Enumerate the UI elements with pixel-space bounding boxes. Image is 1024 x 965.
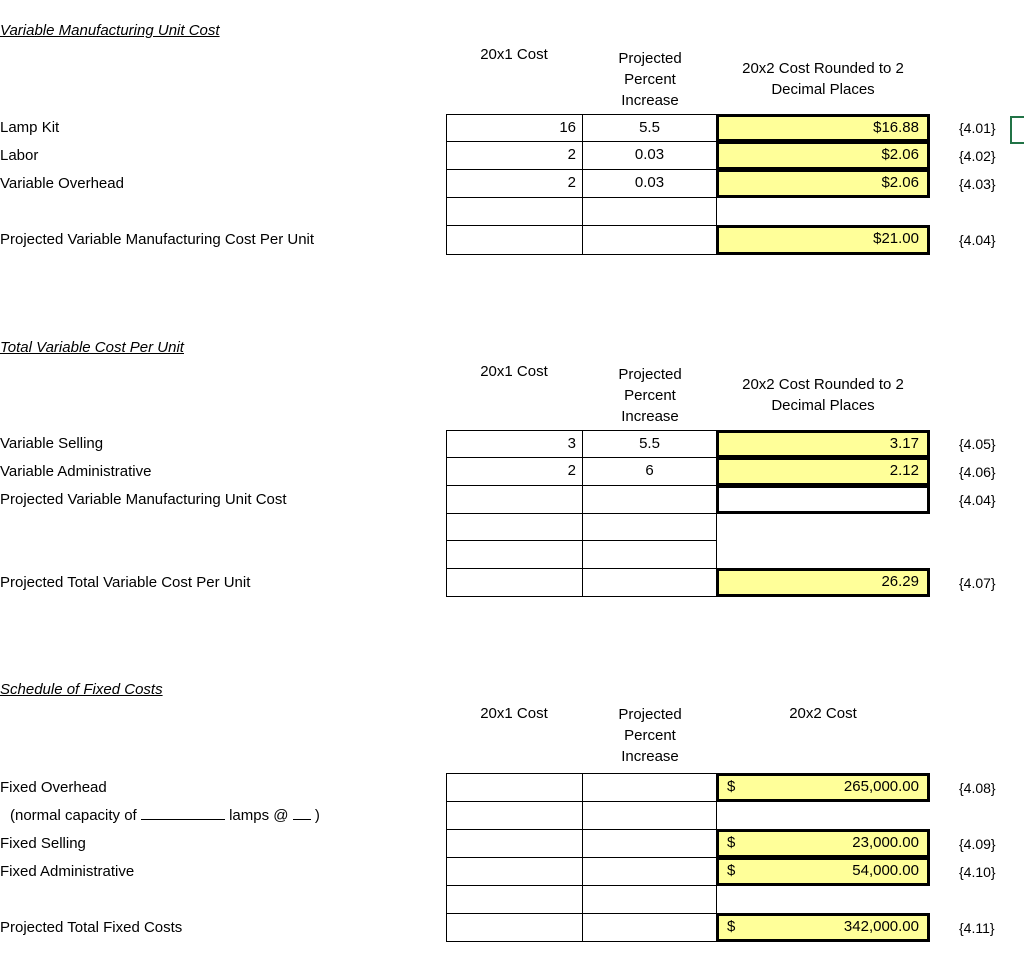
row-label-lamp-kit: Lamp Kit [0, 119, 60, 136]
cell-fixed-selling-20x1[interactable] [446, 829, 583, 858]
row-label-labor: Labor [0, 147, 39, 164]
cell-empty-s2a-pct[interactable] [582, 513, 717, 541]
currency-symbol: $ [727, 778, 736, 795]
cell-variable-selling-pct[interactable]: 5.5 [582, 430, 717, 458]
ref-variable-selling: {4.05} [959, 436, 996, 452]
active-cell-selection[interactable] [1010, 116, 1024, 144]
cell-pvmuc-20x2[interactable] [716, 485, 930, 514]
cell-variable-admin-20x2[interactable]: 2.12 [716, 457, 930, 486]
col-header-20x1-cost-s2: 20x1 Cost [480, 363, 548, 380]
cell-total-s3-20x1[interactable] [446, 913, 583, 942]
section-title-variable-manufacturing: Variable Manufacturing Unit Cost [0, 22, 220, 39]
ref-variable-overhead: {4.03} [959, 176, 996, 192]
fixed-admin-value: 54,000.00 [852, 862, 919, 879]
cell-fixed-admin-20x1[interactable] [446, 857, 583, 886]
col-header-projected-percent-s2: Projected Percent Increase [618, 366, 682, 425]
row-label-projected-total-fixed-costs: Projected Total Fixed Costs [0, 919, 183, 936]
row-label-variable-overhead: Variable Overhead [0, 175, 124, 192]
ref-lamp-kit: {4.01} [959, 120, 996, 136]
cell-empty-s3-pct[interactable] [582, 885, 717, 914]
cell-lamp-kit-pct[interactable]: 5.5 [582, 114, 717, 142]
ref-labor: {4.02} [959, 148, 996, 164]
cell-pvmuc-pct[interactable] [582, 485, 717, 514]
row-label-fixed-overhead: Fixed Overhead [0, 779, 107, 796]
cell-lamp-kit-20x2[interactable]: $16.88 [716, 114, 930, 142]
row-label-projected-total-variable-cost: Projected Total Variable Cost Per Unit [0, 574, 251, 591]
capacity-note [10, 802, 320, 830]
cell-lamp-kit-20x1[interactable]: 16 [446, 114, 583, 142]
ref-fixed-selling: {4.09} [959, 836, 996, 852]
col-header-projected-percent-s3: Projected Percent Increase [618, 706, 682, 765]
section-title-schedule-fixed-costs: Schedule of Fixed Costs [0, 681, 163, 698]
cell-capacity-20x1[interactable] [446, 801, 583, 830]
cell-total-s1-20x1[interactable] [446, 225, 583, 255]
rate-blank[interactable] [293, 807, 311, 820]
cell-variable-admin-20x1[interactable]: 2 [446, 457, 583, 486]
cell-variable-admin-pct[interactable]: 6 [582, 457, 717, 486]
cell-fixed-overhead-20x2[interactable] [716, 773, 930, 802]
cell-total-s1-20x2[interactable]: $21.00 [716, 225, 930, 255]
cell-empty-s2b-20x1[interactable] [446, 540, 583, 569]
cell-pvmuc-20x1[interactable] [446, 485, 583, 514]
cell-fixed-admin-pct[interactable] [582, 857, 717, 886]
ref-pvmuc: {4.04} [959, 492, 996, 508]
col-header-20x2-cost-s3: 20x2 Cost [789, 705, 857, 722]
col-header-20x1-cost: 20x1 Cost [480, 46, 548, 63]
cell-total-s3-20x2[interactable] [716, 913, 930, 942]
cell-fixed-selling-pct[interactable] [582, 829, 717, 858]
row-label-fixed-selling: Fixed Selling [0, 835, 86, 852]
capacity-note-suffix: ) [314, 807, 320, 824]
col-header-20x2-cost-s2: 20x2 Cost Rounded to 2 Decimal Places [742, 376, 904, 414]
col-header-20x2-cost: 20x2 Cost Rounded to 2 Decimal Places [742, 60, 904, 98]
cell-empty-s1-20x1[interactable] [446, 197, 583, 226]
ref-variable-admin: {4.06} [959, 464, 996, 480]
cell-fixed-overhead-pct[interactable] [582, 773, 717, 802]
row-label-projected-var-mfg-unit-cost: Projected Variable Manufacturing Unit Cost [0, 491, 287, 508]
cell-total-s2-pct[interactable] [582, 568, 717, 597]
col-header-projected-percent: Projected Percent Increase [618, 50, 682, 109]
cell-empty-s1-pct[interactable] [582, 197, 717, 226]
capacity-blank[interactable] [141, 807, 225, 820]
ref-fixed-admin: {4.10} [959, 864, 996, 880]
capacity-note-mid: lamps @ [229, 807, 289, 824]
row-label-fixed-administrative: Fixed Administrative [0, 863, 135, 880]
cell-variable-selling-20x2[interactable]: 3.17 [716, 430, 930, 458]
ref-total-s2: {4.07} [959, 575, 996, 591]
fixed-selling-value: 23,000.00 [852, 834, 919, 851]
cell-variable-overhead-20x2[interactable]: $2.06 [716, 169, 930, 198]
cell-total-s2-20x1[interactable] [446, 568, 583, 597]
cell-variable-overhead-20x1[interactable]: 2 [446, 169, 583, 198]
ref-total-s3: {4.11} [959, 920, 995, 936]
fixed-overhead-value: 265,000.00 [843, 778, 919, 795]
cell-labor-20x1[interactable]: 2 [446, 141, 583, 170]
cell-empty-s2a-20x1[interactable] [446, 513, 583, 541]
row-label-variable-administrative: Variable Administrative [0, 463, 152, 480]
ref-fixed-overhead: {4.08} [959, 780, 996, 796]
cell-empty-s3-20x1[interactable] [446, 885, 583, 914]
currency-symbol: $ [727, 862, 736, 879]
cell-variable-overhead-pct[interactable]: 0.03 [582, 169, 717, 198]
row-label-projected-variable-mfg-cost: Projected Variable Manufacturing Cost Per Unit [0, 231, 315, 248]
col-header-20x1-cost-s3: 20x1 Cost [480, 705, 548, 722]
cell-empty-s2b-pct[interactable] [582, 540, 717, 569]
currency-symbol: $ [727, 834, 736, 851]
cell-fixed-selling-20x2[interactable] [716, 829, 930, 858]
cell-total-s1-pct[interactable] [582, 225, 717, 255]
row-label-variable-selling: Variable Selling [0, 435, 104, 452]
currency-symbol: $ [727, 918, 736, 935]
cell-total-s3-pct[interactable] [582, 913, 717, 942]
cell-variable-selling-20x1[interactable]: 3 [446, 430, 583, 458]
cell-total-s2-20x2[interactable]: 26.29 [716, 568, 930, 597]
cell-labor-20x2[interactable]: $2.06 [716, 141, 930, 170]
cell-capacity-pct[interactable] [582, 801, 717, 830]
cell-fixed-admin-20x2[interactable] [716, 857, 930, 886]
section-title-total-variable-cost: Total Variable Cost Per Unit [0, 339, 184, 356]
capacity-note-prefix: (normal capacity of [10, 807, 137, 824]
ref-total-s1: {4.04} [959, 232, 996, 248]
cell-fixed-overhead-20x1[interactable] [446, 773, 583, 802]
cell-labor-pct[interactable]: 0.03 [582, 141, 717, 170]
total-fixed-value: 342,000.00 [843, 918, 919, 935]
